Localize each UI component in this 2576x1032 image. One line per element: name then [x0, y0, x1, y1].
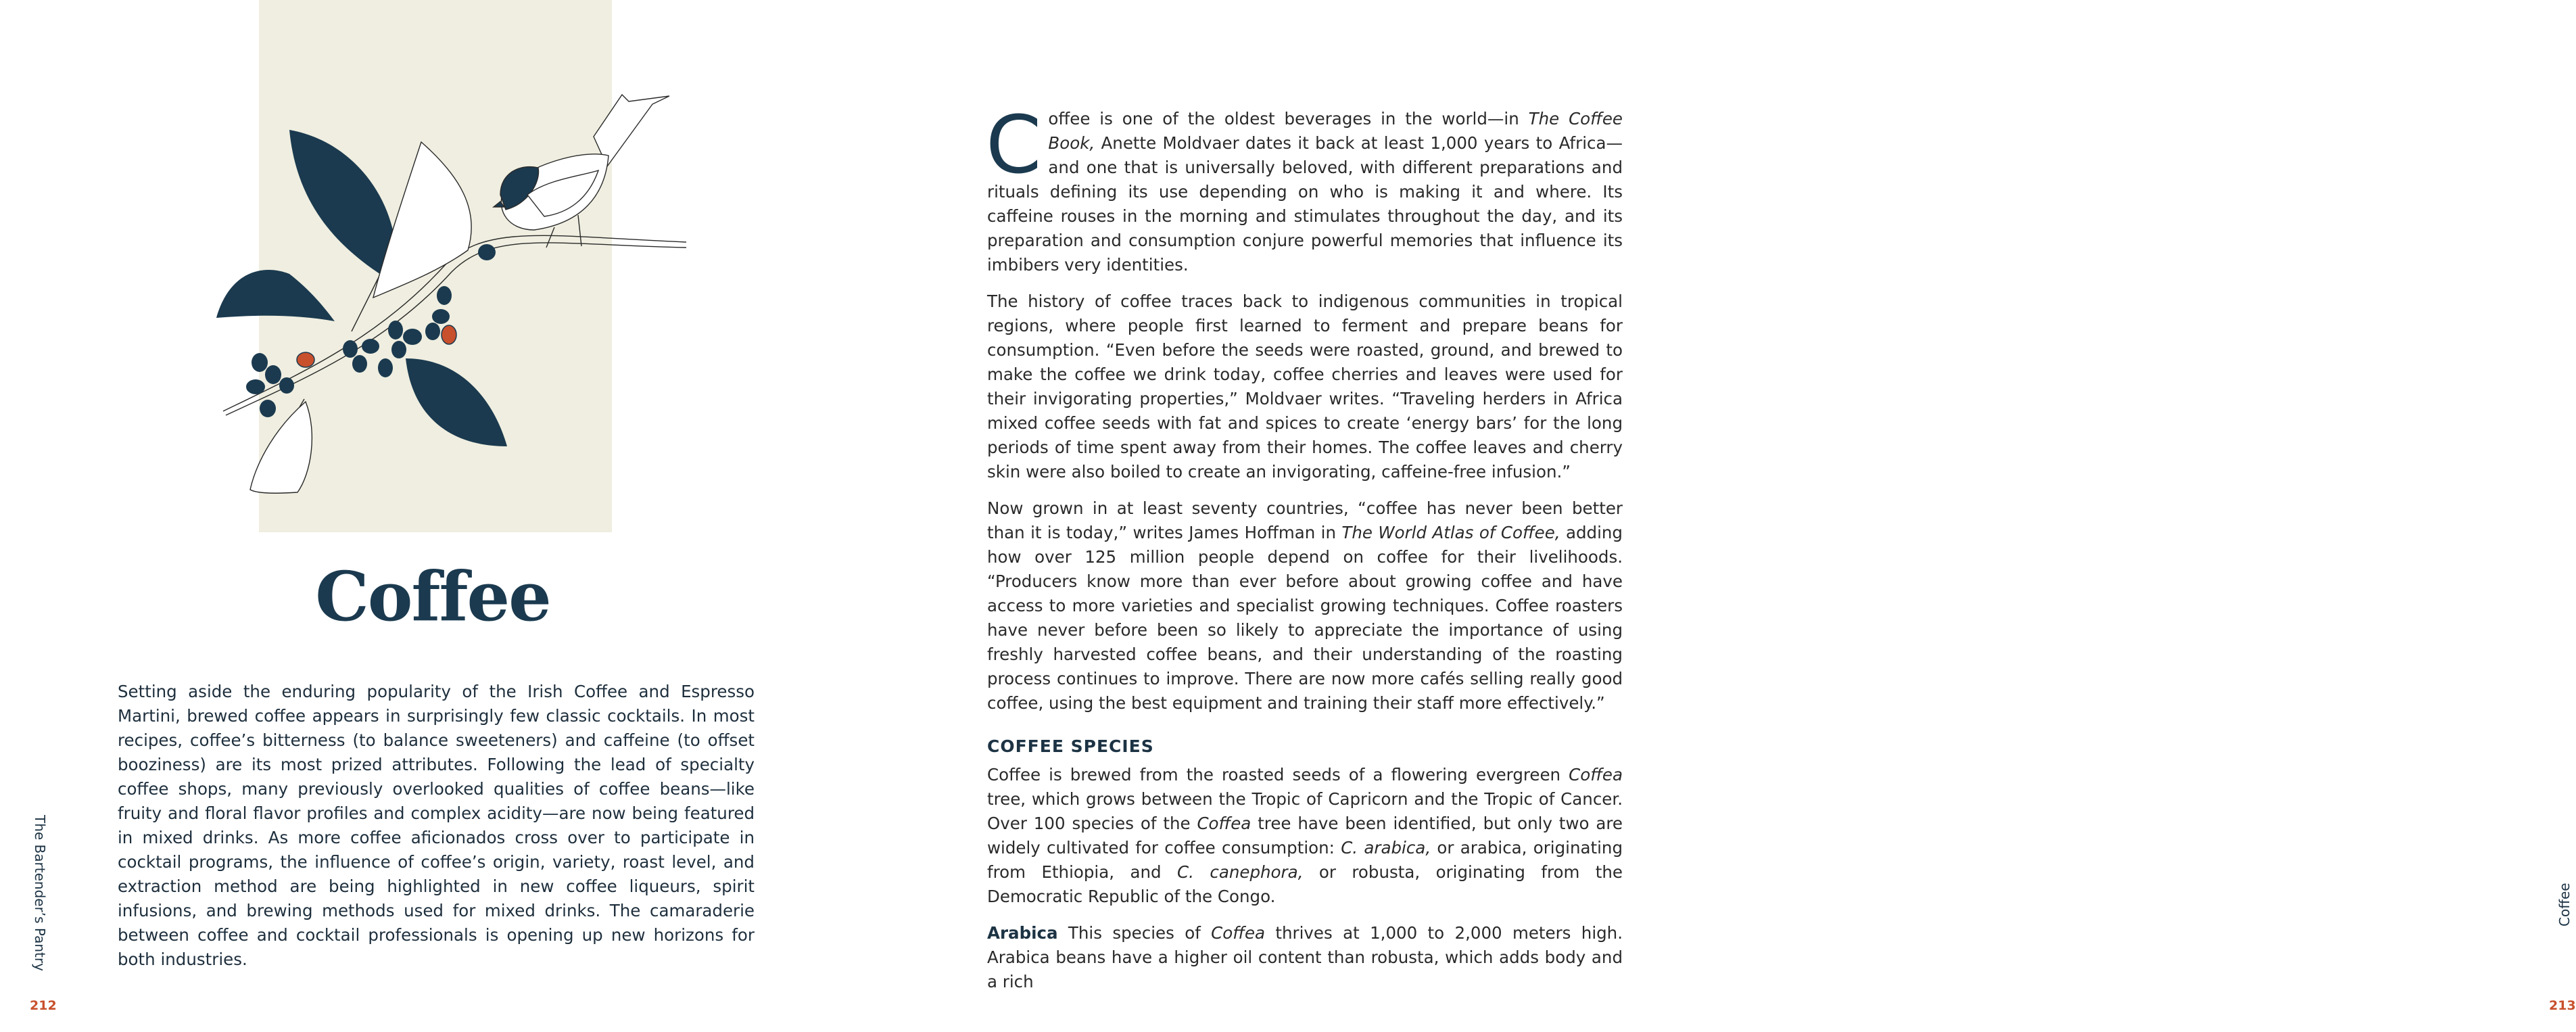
paragraph-4: [987, 763, 1623, 909]
p4-text-e: or robusta, originating from the Democratic Republic of the Congo.: [987, 862, 1623, 906]
leaf-top-left: [289, 130, 397, 284]
p3-text-b: adding how over 125 million people depend on coffee for their livelihoods. “Producers know more than ever before about growing coffee and have access to more varieties and specialist growing techniques. Coffee roasters have never before been so likely to appreciate the importance of using freshly harvested coffee beans, and their understanding of the roasting process continues to improve. There are now more cafés selling really good coffee, using the best equipment and training their staff more effectively.”: [987, 523, 1623, 713]
left-page: [0, 0, 865, 1032]
intro-paragraph: Setting aside the enduring popularity of the Irish Coffee and Espresso Martini, brewed coffee appears in surprisingly few classic cocktails. In most recipes, coffee’s bitterness (to balance sweeteners) and caffeine (to offset booziness) are its most prized attributes. Following the lead of specialty coffee shops, many previously overlooked qualities of coffee beans—like fruity and floral flavor profiles and complex acidity—are now being featured in mixed drinks. As more coffee aficionados cross over to participate in cocktail programs, the influence of coffee’s origin, variety, roast level, and extraction method are being highlighted in new coffee liqueurs, spirit infusions, and brewing methods used for mixed drinks. The camaraderie between coffee and cocktail professionals is opening up new horizons for both industries.: [118, 681, 755, 969]
right-text-column: [986, 98, 1623, 1006]
p4-italic-c: C. arabica,: [1341, 838, 1431, 858]
p3-text-a: Now grown in at least seventy countries, “coffee has never been better than it is today,” writes James Hoffman in: [987, 498, 1623, 542]
leaf-white-bottom: [250, 402, 312, 493]
p4-text-b: tree, which grows between the Tropic of Capricorn and the Tropic of Cancer. Over 100 species of the: [987, 789, 1623, 833]
p1-text-a: offee is one of the oldest beverages in the world—in: [1048, 109, 1529, 128]
p1-text-b: Anette Moldvaer dates it back at least 1,000 years to Africa—and one that is universally beloved, with different preparations and rituals defining its use depending on who is making it and where. Its caffeine rouses in the morning and stimulates throughout the day, and its preparation and consumption conjure powerful memories that influence its imbibers very identities.: [987, 133, 1623, 275]
p4-italic-a: Coffea: [1569, 765, 1623, 784]
p5-italic-a: Coffea: [1211, 923, 1266, 943]
p4-text-a: Coffee is brewed from the roasted seeds of a flowering evergreen: [987, 765, 1569, 784]
running-head-left: The Bartender’s Pantry: [32, 815, 48, 971]
term-arabica: Arabica: [987, 923, 1058, 943]
paragraph-2: The history of coffee traces back to indigenous communities in tropical regions, where people first learned to ferment and prepare beans for consumption. “Even before the seeds were roasted, ground, and brewed to make the coffee we drink today, coffee cherries and leaves were used for their invigorating properties,” Moldvaer writes. “Traveling herders in Africa mixed coffee seeds with fat and spices to create ‘energy bars’ for the long periods of time spent away from their homes. The coffee leaves and cherry skin were also boiled to create an invigorating, caffeine-free infusion.”: [987, 291, 1623, 482]
coffee-branch-bird-illustration: [203, 81, 703, 500]
p3-book-title: The World Atlas of Coffee,: [1341, 523, 1560, 542]
leaf-left: [216, 270, 335, 321]
paragraph-3: [987, 496, 1623, 716]
paragraph-5: [987, 921, 1623, 994]
paragraph-1: [986, 98, 1623, 277]
running-head-right: Coffee: [2556, 883, 2573, 927]
right-page: [865, 0, 2576, 1032]
p4-text-c: tree have been identified, but only two are widely cultivated for coffee consumption:: [987, 814, 1623, 858]
p4-italic-d: C. canephora,: [1177, 862, 1304, 882]
stem-upper: [352, 277, 379, 331]
page-number-left: 212: [30, 998, 57, 1013]
bird: [494, 95, 669, 248]
p4-text-d: or arabica, originating from Ethiopia, and: [987, 838, 1623, 882]
p4-italic-b: Coffea: [1197, 814, 1251, 833]
section-heading: COFFEE SPECIES: [987, 736, 1154, 756]
chapter-title: Coffee: [315, 557, 550, 636]
drop-cap: C: [986, 98, 1042, 191]
p5-text-a: This species of: [1057, 923, 1212, 943]
p5-text-b: thrives at 1,000 to 2,000 meters high. Arabica beans have a higher oil content than robusta, which adds body and a rich: [987, 923, 1623, 991]
page-number-right: 213: [2549, 998, 2576, 1013]
leaf-bottom-right: [406, 358, 507, 446]
p1-book-title: The Coffee Book,: [1048, 109, 1623, 153]
